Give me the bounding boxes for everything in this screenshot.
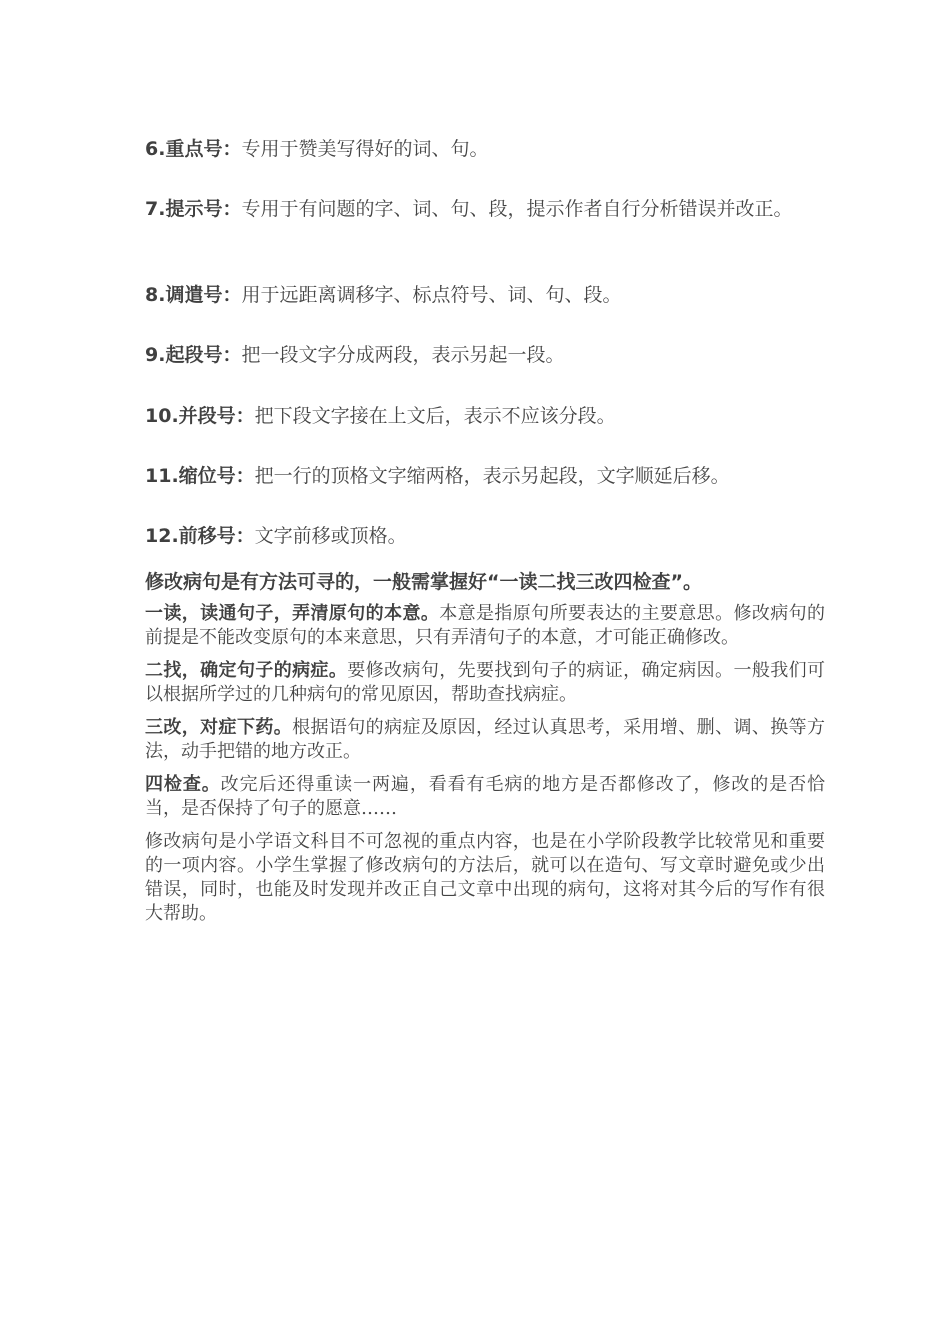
proof-mark-label: 8.调遣号：	[145, 284, 242, 306]
proof-mark-label: 7.提示号：	[145, 198, 242, 220]
method-step-lead: 二找，确定句子的病症。	[145, 660, 348, 681]
method-step-lead: 三改，对症下药。	[145, 717, 293, 738]
method-step-text: 改完后还得重读一两遍，看看有毛病的地方是否都修改了，修改的是否恰当，是否保持了句子的愿意……	[145, 774, 826, 819]
proof-mark-item	[145, 191, 825, 227]
proof-mark-desc: 把下段文字接在上文后，表示不应该分段。	[254, 405, 616, 427]
proof-mark-item	[145, 131, 825, 167]
method-summary: 修改病句是小学语文科目不可忽视的重点内容，也是在小学阶段教学比较常见和重要的一项内容。小学生掌握了修改病句的方法后，就可以在造句、写文章时避免或少出错误，同时，也能及时发现并改正自己文章中出现的病句，这将对其今后的写作有很大帮助。	[145, 831, 825, 924]
proof-mark-item	[145, 518, 825, 554]
proof-mark-label: 11.缩位号：	[145, 465, 255, 487]
method-heading: 修改病句是有方法可寻的，一般需掌握好“一读二找三改四检查”。	[145, 571, 702, 593]
proof-mark-item	[145, 398, 825, 434]
proof-mark-item	[145, 337, 825, 373]
proof-mark-label: 6.重点号：	[145, 138, 242, 160]
method-step-text: 要修改病句，先要找到句子的病证，确定病因。一般我们可以根据所学过的几种病句的常见原因，帮助查找病症。	[145, 660, 826, 705]
proof-mark-desc: 把一段文字分成两段，表示另起一段。	[241, 344, 565, 366]
proof-mark-label: 12.前移号：	[145, 525, 255, 547]
proof-mark-item	[145, 458, 825, 494]
method-step-text: 根据语句的病症及原因，经过认真思考，采用增、删、调、换等方法，动手把错的地方改正。	[145, 717, 826, 762]
proof-mark-desc: 用于远距离调移字、标点符号、词、句、段。	[241, 284, 622, 306]
proof-mark-desc: 文字前移或顶格。	[254, 525, 407, 547]
method-step	[145, 773, 825, 821]
method-step	[145, 602, 825, 650]
proof-mark-label: 10.并段号：	[145, 405, 255, 427]
proof-mark-desc: 把一行的顶格文字缩两格，表示另起段，文字顺延后移。	[254, 465, 730, 487]
method-step-text: 本意是指原句所要表达的主要意思。修改病句的前提是不能改变原句的本来意思，只有弄清句子的本意，才可能正确修改。	[145, 603, 826, 648]
method-section	[145, 568, 825, 935]
proof-mark-desc: 专用于有问题的字、词、句、段，提示作者自行分析错误并改正。	[241, 198, 793, 220]
method-step-lead: 一读，读通句子，弄清原句的本意。	[145, 603, 440, 624]
proof-mark-label: 9.起段号：	[145, 344, 242, 366]
method-step	[145, 659, 825, 707]
proof-mark-item	[145, 277, 825, 313]
proof-mark-desc: 专用于赞美写得好的词、句。	[241, 138, 489, 160]
method-step-lead: 四检查。	[145, 774, 221, 795]
method-step	[145, 716, 825, 764]
